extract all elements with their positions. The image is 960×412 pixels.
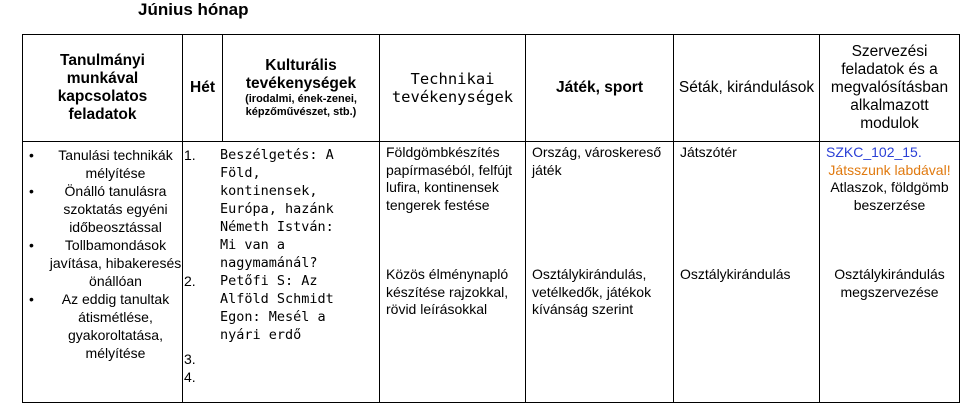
cultural-week-1: Beszélgetés: A Föld, kontinensek, Európa, hazánk Németh István: Mi van a nagymamánál? <box>220 147 334 271</box>
monthly-plan-table <box>22 34 960 403</box>
trips-week-1: Játszótér <box>680 144 737 160</box>
organization-week-2: Osztálykirándulás megszervezése <box>834 266 945 300</box>
header-cultural <box>223 35 380 142</box>
study-tasks-list <box>23 146 182 362</box>
module-code: SZKC_102_15. <box>826 144 922 160</box>
header-study-tasks: Tanulmányi munkával kapcsolatos feladatok <box>23 35 183 142</box>
study-task-item: • Tollbamondások javítása, hibakeresés önállóan <box>49 236 182 290</box>
header-trips: Séták, kirándulások <box>674 35 820 142</box>
organization-cell <box>820 142 960 403</box>
week-number: 2. <box>184 273 196 289</box>
weeks-cultural-cell <box>183 142 380 403</box>
trips-week-2: Osztálykirándulás <box>680 266 791 282</box>
header-row <box>23 35 960 142</box>
header-cultural-sub: (irodalmi, ének-zenei, képzőművészet, stb.) <box>245 93 357 118</box>
header-cultural-main: Kulturális tevékenységek <box>245 57 357 92</box>
module-name: Játsszunk labdával! <box>828 161 951 178</box>
technical-week-1: Földgömbkészítés papírmaséból, felfújt lufira, kontinensek tengerek festése <box>386 144 513 213</box>
week-number: 1. <box>184 147 196 163</box>
technical-cell <box>380 142 526 403</box>
header-week: Hét <box>183 35 223 142</box>
games-week-2: Osztálykirándulás, vetélkedők, játékok kívánság szerint <box>532 266 652 317</box>
header-games: Játék, sport <box>526 35 674 142</box>
study-task-item: • Tanulási technikák mélyítése <box>49 146 182 182</box>
week-number: 3. <box>184 351 196 367</box>
header-technical: Technikai tevékenységek <box>380 35 526 142</box>
cultural-week-2: Petőfi S: Az Alföld Schmidt Egon: Mesél a nyári erdő <box>220 273 334 343</box>
study-tasks-cell <box>23 142 183 403</box>
trips-cell <box>674 142 820 403</box>
technical-week-2: Közös élménynapló készítése rajzokkal, rövid leírásokkal <box>386 266 509 317</box>
organization-week-1: Atlaszok, földgömb beszerzése <box>830 179 949 213</box>
games-cell <box>526 142 674 403</box>
week-number: 4. <box>184 369 196 385</box>
header-organization: Szervezési feladatok és a megvalósításban alkalmazott modulok <box>820 35 960 142</box>
study-task-item: • Önálló tanulásra szoktatás egyéni időbeosztással <box>49 182 182 236</box>
content-row <box>23 142 960 403</box>
games-week-1: Ország, városkereső játék <box>532 144 662 178</box>
page-title: Június hónap <box>138 0 249 19</box>
study-task-item: • Az eddig tanultak átismétlése, gyakoroltatása, mélyítése <box>49 290 182 362</box>
